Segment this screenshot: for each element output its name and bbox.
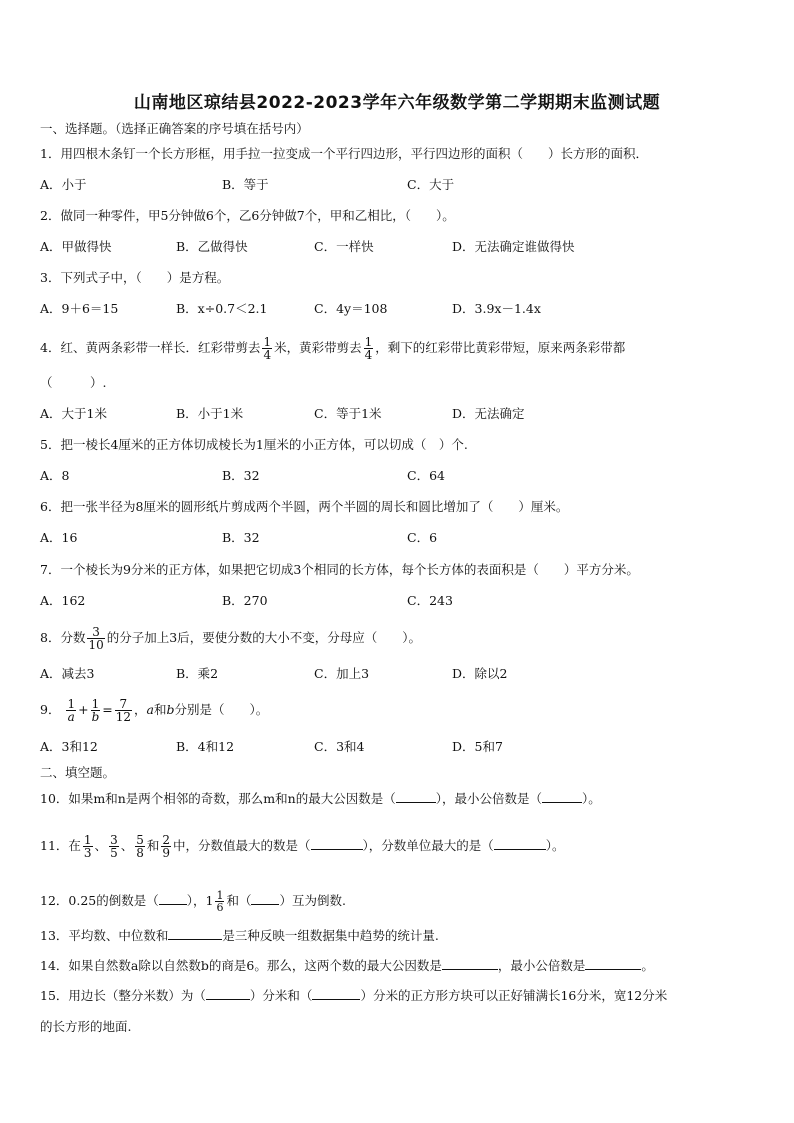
q9-and: 和 [153,702,167,717]
q11-sep-2: 、 [120,838,134,853]
q5-option-c[interactable]: C．64 [407,468,445,483]
q9-option-c[interactable]: C．3和4 [314,739,365,754]
q10-blank-2[interactable] [542,790,582,803]
q11-f1-denominator: 3 [83,846,92,860]
q11-fraction-1 [83,834,93,859]
q10-text-2: ），最小公倍数是（ [435,791,542,806]
q9-f1-denominator: a [67,710,75,724]
q11-sep-3: 和 [146,838,160,853]
q3-option-d[interactable]: D．3.9x－1.4x [452,301,541,316]
q9-var-a: a [146,702,154,717]
q3-option-b[interactable]: B．x÷0.7＜2.1 [176,301,268,316]
question-3: 3．下列式子中，（ ）是方程。 [40,270,230,285]
section-heading-fill: 二、填空题。 [40,765,116,780]
question-15-line-2: 的长方形的地面. [40,1019,132,1034]
q4-text-3: ，剩下的红彩带比黄彩带短，原来两条彩带都 [375,340,626,355]
question-2: 2．做同一种零件，甲5分钟做6个，乙6分钟做7个，甲和乙相比，（ ）。 [40,208,455,223]
q11-f1-numerator: 1 [83,833,92,847]
page-title: 山南地区琼结县2022-2023学年六年级数学第二学期期末监测试题 [133,93,661,113]
q4-fraction-2 [364,336,374,361]
q11-f4-numerator: 2 [162,833,171,847]
q11-text-3: ），分数单位最大的是（ [362,838,494,853]
q12-text-4: ）互为倒数. [279,893,346,908]
q12-blank-2[interactable] [251,892,279,905]
q14-blank-2[interactable] [585,957,641,970]
q5-option-b[interactable]: B．32 [222,468,260,483]
question-15 [40,987,667,1005]
q12-text-2: ），1 [186,893,214,908]
q9-fraction-3 [115,698,132,723]
q15-text-1: 15．用边长（整分米数）为（ [40,988,206,1003]
q11-text-2: 中，分数值最大的数是（ [173,838,311,853]
q14-blank-1[interactable] [442,957,498,970]
q8-option-c[interactable]: C．加上3 [314,666,370,681]
q14-text-1: 14．如果自然数a除以自然数b的商是6。那么，这两个数的最大公因数是 [40,958,442,973]
q15-blank-1[interactable] [206,987,250,1000]
q4-option-b[interactable]: B．小于1米 [176,406,244,421]
q9-tail: 分别是（ ）。 [174,702,269,717]
q8-option-a[interactable]: A．减去3 [40,666,95,681]
q15-text-3: ）分米的正方形方块可以正好铺满长16分米，宽12分米 [360,988,668,1003]
q11-f2-numerator: 3 [110,833,118,847]
q4-f2-denominator: 4 [364,348,373,362]
q9-comma: ， [134,702,147,717]
q3-option-c[interactable]: C．4y＝108 [314,301,388,316]
q11-text-4: ）。 [545,838,565,853]
q3-option-a[interactable]: A．9＋6＝15 [40,301,119,316]
q11-f3-denominator: 8 [136,846,144,860]
q4-f1-denominator: 4 [263,348,272,362]
q12-f-numerator: 1 [216,889,224,902]
q4-f1-numerator: 1 [263,335,272,349]
q2-option-c[interactable]: C．一样快 [314,239,374,254]
q14-text-3: 。 [641,958,654,973]
q9-var-b: b [166,702,175,717]
question-6: 6．把一张半径为8厘米的圆形纸片剪成两个半圆，两个半圆的周长和圆比增加了（ ）厘米。 [40,499,569,514]
q8-text-1: 8．分数 [40,630,86,645]
q12-fraction [215,890,224,913]
question-4-line-2: （ ）. [40,375,107,390]
question-8 [40,626,421,651]
q12-f-denominator: 6 [216,901,224,914]
q9-f3-numerator: 7 [115,698,132,711]
q2-option-b[interactable]: B．乙做得快 [176,239,248,254]
q11-text-1: 11．在 [40,838,81,853]
q10-blank-1[interactable] [396,790,436,803]
q2-option-a[interactable]: A．甲做得快 [40,239,112,254]
q11-f2-denominator: 5 [110,846,118,860]
q4-fraction-1 [262,336,272,361]
q6-option-a[interactable]: A．16 [40,530,78,545]
q9-number: 9． [40,702,61,717]
q9-option-b[interactable]: B．4和12 [176,739,235,754]
q4-option-a[interactable]: A．大于1米 [40,406,107,421]
q11-f4-denominator: 9 [162,846,171,860]
q7-option-b[interactable]: B．270 [222,593,268,608]
q8-fraction [87,626,104,651]
q4-text-1: 4．红、黄两条彩带一样长．红彩带剪去 [40,340,261,355]
q13-blank[interactable] [168,927,222,940]
q8-f-numerator: 3 [87,626,104,639]
q4-f2-numerator: 1 [364,335,373,349]
q1-option-b[interactable]: B．等于 [222,177,269,192]
question-14 [40,957,654,975]
q9-f3-denominator: 12 [115,710,132,724]
question-5: 5．把一棱长4厘米的正方体切成棱长为1厘米的小正方体，可以切成（ ）个. [40,437,468,452]
q9-f2-numerator: 1 [91,697,100,711]
q9-option-a[interactable]: A．3和12 [40,739,98,754]
q11-fraction-3 [135,834,145,859]
question-4 [40,336,625,361]
q10-text-1: 10．如果m和n是两个相邻的奇数，那么m和n的最大公因数是（ [40,791,396,806]
q11-fraction-2 [109,834,119,859]
question-13 [40,927,439,945]
q9-option-d[interactable]: D．5和7 [452,739,503,754]
q11-fraction-4 [161,834,171,859]
q15-text-2: ）分米和（ [249,988,313,1003]
question-1: 1．用四根木条钉一个长方形框，用手拉一拉变成一个平行四边形，平行四边形的面积（ ）长方形的面积． [40,146,648,161]
q11-blank-2[interactable] [494,837,546,850]
q14-text-2: ，最小公倍数是 [497,958,586,973]
q8-text-2: 的分子加上3后，要使分数的大小不变，分母应（ ）。 [106,630,421,645]
q6-option-c[interactable]: C．6 [407,530,438,545]
q11-sep-1: 、 [94,838,108,853]
q13-text-1: 13．平均数、中位数和 [40,928,169,943]
q8-f-denominator: 10 [88,638,104,652]
q8-option-b[interactable]: B．乘2 [176,666,219,681]
q12-blank-1[interactable] [159,892,187,905]
q1-option-a[interactable]: A．小于 [40,177,87,192]
q10-text-3: ）。 [581,791,601,806]
question-7: 7．一个棱长为9分米的正方体，如果把它切成3个相同的长方体，每个长方体的表面积是（ ）平方分米。 [40,562,639,577]
q6-option-b[interactable]: B．32 [222,530,260,545]
question-9 [40,698,268,723]
q11-blank-1[interactable] [311,837,363,850]
q7-option-c[interactable]: C．243 [407,593,453,608]
q7-option-a[interactable]: A．162 [40,593,86,608]
q9-fraction-2 [91,698,101,723]
q12-text-1: 12．0.25的倒数是（ [40,893,159,908]
q13-text-2: 是三种反映一组数据集中趋势的统计量. [222,928,439,943]
q5-option-a[interactable]: A．8 [40,468,70,483]
q8-option-d[interactable]: D．除以2 [452,666,508,681]
q9-fraction-1 [66,698,76,723]
q1-option-c[interactable]: C．大于 [407,177,455,192]
q9-f2-denominator: b [91,710,100,724]
q9-plus: + [78,702,89,717]
q15-blank-2[interactable] [312,987,360,1000]
question-11 [40,834,565,859]
section-heading-choice: 一、选择题。（选择正确答案的序号填在括号内） [40,121,309,136]
q4-text-2: 米，黄彩带剪去 [274,340,362,355]
q2-option-d[interactable]: D．无法确定谁做得快 [452,239,575,254]
q4-option-d[interactable]: D．无法确定 [452,406,525,421]
q9-f1-numerator: 1 [67,697,76,711]
q12-text-3: 和（ [226,893,252,908]
question-10 [40,790,601,808]
q4-option-c[interactable]: C．等于1米 [314,406,382,421]
question-12 [40,890,346,913]
q11-f3-numerator: 5 [136,833,144,847]
q9-equals: = [102,702,113,717]
